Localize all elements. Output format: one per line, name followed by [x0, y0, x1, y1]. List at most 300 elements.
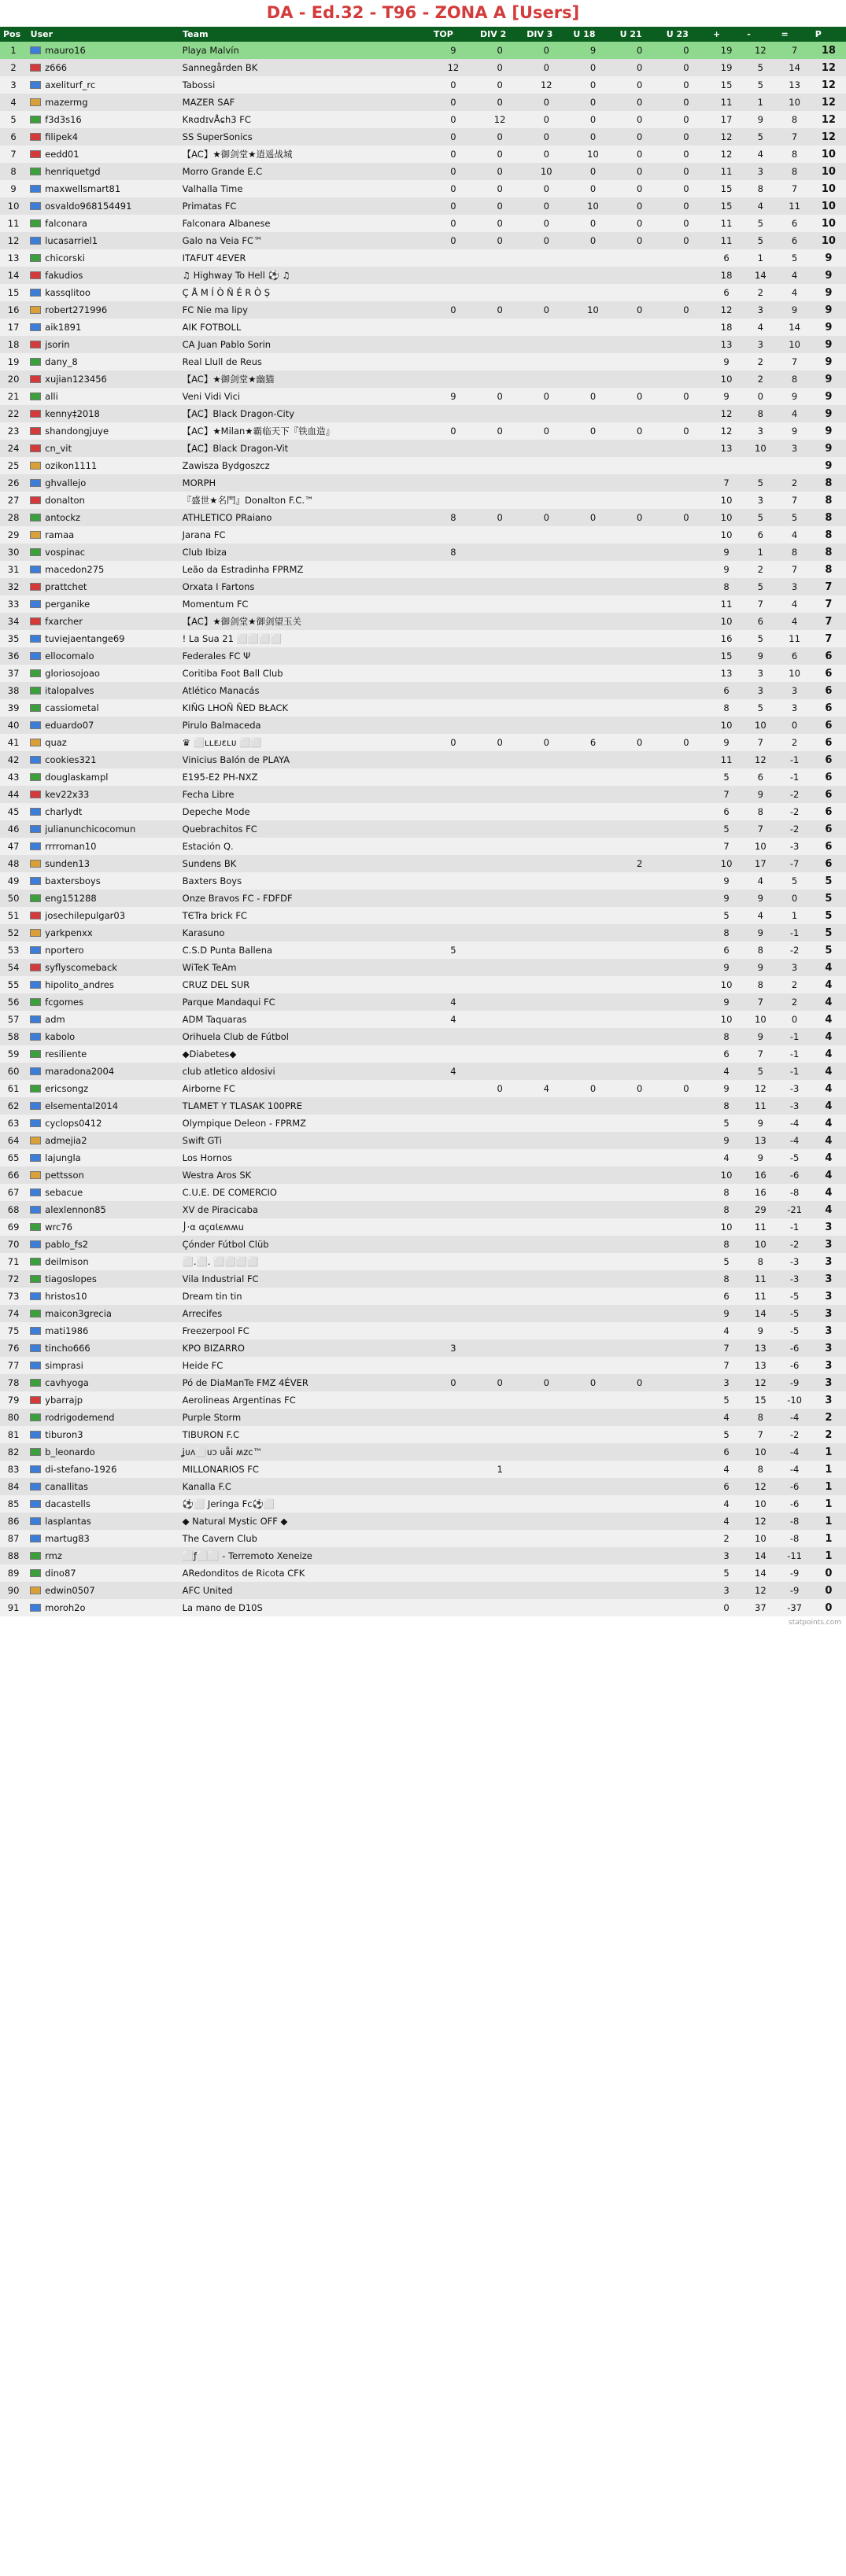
table-row[interactable] — [0, 942, 846, 959]
user-name-link[interactable]: rmz — [45, 1550, 62, 1561]
column-header-u18[interactable]: U 18 — [570, 27, 616, 42]
table-row[interactable] — [0, 1218, 846, 1236]
user-name-link[interactable]: hipolito_andres — [45, 979, 114, 990]
cell-team[interactable]: MILLONARIOS FC — [179, 1461, 430, 1478]
cell-team[interactable]: Onze Bravos FC - FDFDF — [179, 890, 430, 907]
cell-top — [430, 492, 476, 509]
column-header-p[interactable]: P — [811, 27, 845, 42]
cell-team[interactable]: Playa Malvín — [179, 42, 430, 59]
user-name-link[interactable]: cookies321 — [45, 754, 97, 765]
table-row[interactable] — [0, 561, 846, 578]
table-row[interactable] — [0, 1028, 846, 1045]
user-name-link[interactable]: elsemental2014 — [45, 1100, 119, 1111]
cell-team[interactable]: 『盛世★名門』Donalton F.C.™ — [179, 492, 430, 509]
user-name-link[interactable]: cassiometal — [45, 702, 99, 713]
table-row[interactable] — [0, 197, 846, 215]
cell-team[interactable]: MORPH — [179, 474, 430, 492]
cell-team[interactable]: Federales FC Ψ — [179, 647, 430, 665]
table-row[interactable] — [0, 682, 846, 699]
table-row[interactable] — [0, 595, 846, 613]
country-flag-icon — [30, 998, 41, 1006]
table-row[interactable] — [0, 959, 846, 976]
user-name-link[interactable]: lucasarriel1 — [45, 235, 98, 246]
cell-team[interactable]: XV de Piracicaba — [179, 1201, 430, 1218]
cell-team[interactable]: ITAFUT 4EVER — [179, 249, 430, 267]
table-row[interactable] — [0, 180, 846, 197]
cell-team[interactable]: ARedonditos de Ricota CFK — [179, 1564, 430, 1582]
user-name-link[interactable]: lajungla — [45, 1152, 81, 1163]
user-name-link[interactable]: henriquetgd — [45, 166, 101, 177]
table-row[interactable] — [0, 1582, 846, 1599]
cell-team[interactable]: ♛ ⬜ʟʟᴇᴊɛʟᴜ ⬜⬜ — [179, 734, 430, 751]
cell-team[interactable]: Heide FC — [179, 1357, 430, 1374]
table-row[interactable] — [0, 1166, 846, 1184]
table-row[interactable] — [0, 1184, 846, 1201]
user-name-link[interactable]: sunden13 — [45, 858, 91, 869]
cell-team[interactable]: TЄTra brick FC — [179, 907, 430, 924]
column-header-team[interactable]: Team — [179, 27, 430, 42]
user-name-link[interactable]: tiburon3 — [45, 1429, 83, 1440]
user-name-link[interactable]: baxtersboys — [45, 875, 101, 886]
user-name-link[interactable]: robert271996 — [45, 304, 108, 315]
cell-team[interactable]: Orxata I Fartons — [179, 578, 430, 595]
user-name-link[interactable]: jsorin — [45, 339, 70, 350]
user-name-link[interactable]: dino87 — [45, 1568, 76, 1579]
user-name-link[interactable]: cavhyoga — [45, 1377, 89, 1388]
user-name-link[interactable]: douglaskampl — [45, 772, 109, 783]
table-row[interactable] — [0, 544, 846, 561]
user-name-link[interactable]: dany_8 — [45, 356, 78, 367]
user-name-link[interactable]: charlydt — [45, 806, 83, 817]
table-row[interactable] — [0, 578, 846, 595]
column-header-minus[interactable]: - — [744, 27, 778, 42]
table-row[interactable] — [0, 872, 846, 890]
table-row[interactable] — [0, 1357, 846, 1374]
user-name-link[interactable]: syflyscomeback — [45, 962, 117, 973]
table-row[interactable] — [0, 613, 846, 630]
cell-team[interactable]: Los Hornos — [179, 1149, 430, 1166]
cell-team[interactable]: La mano de D10S — [179, 1599, 430, 1616]
table-row[interactable] — [0, 284, 846, 301]
user-name-link[interactable]: ghvallejo — [45, 477, 87, 488]
cell-team[interactable]: 【AC】★御剑堂★御剑望玉关 — [179, 613, 430, 630]
cell-team[interactable]: Ç Å M Í Ò Ñ É R Ò Ș — [179, 284, 430, 301]
table-row[interactable] — [0, 717, 846, 734]
table-row[interactable] — [0, 319, 846, 336]
table-row[interactable] — [0, 76, 846, 94]
user-name-link[interactable]: adm — [45, 1014, 65, 1025]
user-name-link[interactable]: simprasi — [45, 1360, 83, 1371]
user-name-link[interactable]: eduardo07 — [45, 720, 94, 731]
cell-u21: 0 — [616, 509, 663, 526]
user-name-link[interactable]: kev22x33 — [45, 789, 90, 800]
cell-team[interactable]: ⬜.⬜. ⬜⬜⬜⬜ — [179, 1253, 430, 1270]
table-row[interactable] — [0, 94, 846, 111]
table-row[interactable] — [0, 976, 846, 993]
table-row[interactable] — [0, 353, 846, 370]
column-header-u21[interactable]: U 21 — [616, 27, 663, 42]
table-row[interactable] — [0, 267, 846, 284]
table-row[interactable] — [0, 1530, 846, 1547]
cell-team[interactable]: ◆Diabetes◆ — [179, 1045, 430, 1063]
user-name-link[interactable]: maxwellsmart81 — [45, 183, 121, 194]
cell-div3: 4 — [523, 1080, 570, 1097]
user-name-link[interactable]: alli — [45, 391, 58, 402]
table-row[interactable] — [0, 422, 846, 440]
table-row[interactable] — [0, 1045, 846, 1063]
cell-team[interactable]: Purple Storm — [179, 1409, 430, 1426]
cell-plus: 9 — [709, 993, 743, 1011]
cell-team[interactable]: Parque Mandaqui FC — [179, 993, 430, 1011]
cell-team[interactable]: Momentum FC — [179, 595, 430, 613]
user-name-link[interactable]: aik1891 — [45, 322, 82, 333]
user-name-link[interactable]: maicon3grecia — [45, 1308, 112, 1319]
cell-team[interactable]: KʀɑdɪvÅɕh3 FC — [179, 111, 430, 128]
cell-team[interactable]: CA Juan Pablo Sorin — [179, 336, 430, 353]
user-name-link[interactable]: kenny‡2018 — [45, 408, 100, 419]
user-name-link[interactable]: mazermg — [45, 97, 88, 108]
cell-team[interactable]: Jarana FC — [179, 526, 430, 544]
table-row[interactable] — [0, 838, 846, 855]
cell-eq: -5 — [778, 1149, 811, 1166]
user-name-link[interactable]: edwin0507 — [45, 1585, 95, 1596]
user-name-link[interactable]: tiagoslopes — [45, 1273, 97, 1284]
cell-team[interactable]: Primatas FC — [179, 197, 430, 215]
cell-team[interactable]: WiTeK TeAm — [179, 959, 430, 976]
cell-u18 — [570, 1253, 616, 1270]
table-row[interactable] — [0, 1409, 846, 1426]
user-name-link[interactable]: pettsson — [45, 1170, 84, 1181]
column-header-eq[interactable]: = — [778, 27, 811, 42]
cell-team[interactable]: club atletico aldosivi — [179, 1063, 430, 1080]
user-name-link[interactable]: cn_vit — [45, 443, 72, 454]
cell-team[interactable]: Quebrachitos FC — [179, 820, 430, 838]
table-row[interactable] — [0, 1495, 846, 1513]
user-name-link[interactable]: chicorski — [45, 252, 85, 263]
cell-team[interactable]: C.U.E. DE COMERCIO — [179, 1184, 430, 1201]
table-row[interactable] — [0, 993, 846, 1011]
user-name-link[interactable]: osvaldo968154491 — [45, 201, 132, 212]
cell-team[interactable]: ʝᴜʌ⬜ᴜɔ ᴜǟi ʍᴢᴄ™ — [179, 1443, 430, 1461]
user-name-link[interactable]: tincho666 — [45, 1343, 91, 1354]
table-row[interactable] — [0, 163, 846, 180]
table-row[interactable] — [0, 526, 846, 544]
table-row[interactable] — [0, 1322, 846, 1340]
table-row[interactable] — [0, 1288, 846, 1305]
cell-team[interactable]: Westra Aros SK — [179, 1166, 430, 1184]
cell-team[interactable]: C.S.D Punta Ballena — [179, 942, 430, 959]
cell-team[interactable]: Atlético Manacás — [179, 682, 430, 699]
cell-team[interactable]: Aerolineas Argentinas FC — [179, 1391, 430, 1409]
cell-team[interactable]: Veni Vidi Vici — [179, 388, 430, 405]
cell-user — [27, 924, 179, 942]
table-row[interactable] — [0, 1097, 846, 1115]
table-row[interactable] — [0, 457, 846, 474]
cell-team[interactable]: ADM Taquaras — [179, 1011, 430, 1028]
user-name-link[interactable]: italopalves — [45, 685, 94, 696]
user-name-link[interactable]: rodrigodemend — [45, 1412, 115, 1423]
user-name-link[interactable]: quaz — [45, 737, 67, 748]
user-name-link[interactable]: perganike — [45, 599, 91, 610]
table-row[interactable] — [0, 1305, 846, 1322]
cell-team[interactable]: Baxters Boys — [179, 872, 430, 890]
cell-team[interactable]: CRUZ DEL SUR — [179, 976, 430, 993]
user-name-link[interactable]: ramaa — [45, 529, 75, 540]
user-name-link[interactable]: fakudios — [45, 270, 83, 281]
table-row[interactable] — [0, 1547, 846, 1564]
cell-team[interactable]: Real Llull de Reus — [179, 353, 430, 370]
table-row[interactable] — [0, 1478, 846, 1495]
user-name-link[interactable]: gloriosojoao — [45, 668, 100, 679]
user-name-link[interactable]: canallitas — [45, 1481, 88, 1492]
cell-team[interactable]: ⌡·α ɑçɑƖєʍʍu — [179, 1218, 430, 1236]
cell-team[interactable]: Coritiba Foot Ball Club — [179, 665, 430, 682]
table-row[interactable] — [0, 751, 846, 768]
table-row[interactable] — [0, 1080, 846, 1097]
cell-team[interactable]: Vila Industrial FC — [179, 1270, 430, 1288]
cell-team[interactable]: Çónder Fútbol Clüb — [179, 1236, 430, 1253]
user-name-link[interactable]: ellocomalo — [45, 650, 94, 662]
cell-div3 — [523, 976, 570, 993]
cell-team[interactable]: Leão da Estradinha FPRMZ — [179, 561, 430, 578]
table-row[interactable] — [0, 1115, 846, 1132]
table-row[interactable] — [0, 1564, 846, 1582]
table-row[interactable] — [0, 1201, 846, 1218]
cell-team[interactable]: Fecha Libre — [179, 786, 430, 803]
table-row[interactable] — [0, 249, 846, 267]
table-row[interactable] — [0, 1270, 846, 1288]
user-name-link[interactable]: macedon275 — [45, 564, 105, 575]
cell-team[interactable]: SS SuperSonics — [179, 128, 430, 146]
user-name-link[interactable]: ozikon1111 — [45, 460, 98, 471]
table-row[interactable] — [0, 405, 846, 422]
table-row[interactable] — [0, 699, 846, 717]
column-header-u23[interactable]: U 23 — [663, 27, 709, 42]
cell-team[interactable]: Karasuno — [179, 924, 430, 942]
cell-team[interactable]: The Cavern Club — [179, 1530, 430, 1547]
cell-team[interactable]: E195-E2 PH-NXZ — [179, 768, 430, 786]
user-name-link[interactable]: sebacue — [45, 1187, 83, 1198]
table-row[interactable] — [0, 1426, 846, 1443]
cell-team[interactable]: Freezerpool FC — [179, 1322, 430, 1340]
user-name-link[interactable]: fcgomes — [45, 997, 84, 1008]
user-name-link[interactable]: z666 — [45, 62, 68, 73]
cell-team[interactable]: 【AC】Black Dragon-City — [179, 405, 430, 422]
user-name-link[interactable]: moroh2o — [45, 1602, 86, 1613]
user-name-link[interactable]: fxarcher — [45, 616, 83, 627]
table-row[interactable] — [0, 786, 846, 803]
table-row[interactable] — [0, 1063, 846, 1080]
cell-team[interactable]: ◆ Natural Mystic OFF ◆ — [179, 1513, 430, 1530]
cell-minus: 2 — [744, 353, 778, 370]
table-row[interactable] — [0, 42, 846, 59]
cell-team[interactable]: 【AC】★Milan★霸临天下『铁血造』 — [179, 422, 430, 440]
cell-team[interactable]: Pirulo Balmaceda — [179, 717, 430, 734]
table-row[interactable] — [0, 388, 846, 405]
table-row[interactable] — [0, 768, 846, 786]
user-name-link[interactable]: lasplantas — [45, 1516, 91, 1527]
user-name-link[interactable]: pablo_fs2 — [45, 1239, 89, 1250]
cell-team[interactable]: Pó de DiaManTe FMZ 4ÉVER — [179, 1374, 430, 1391]
user-name-link[interactable]: eedd01 — [45, 149, 79, 160]
table-row[interactable] — [0, 734, 846, 751]
table-row[interactable] — [0, 301, 846, 319]
user-name-link[interactable]: filipek4 — [45, 131, 79, 142]
cell-team[interactable]: Dream tin tin — [179, 1288, 430, 1305]
user-name-link[interactable]: xujian123456 — [45, 374, 107, 385]
cell-team[interactable]: TIBURON F.C — [179, 1426, 430, 1443]
table-row[interactable] — [0, 146, 846, 163]
user-name-link[interactable]: resiliente — [45, 1048, 87, 1060]
cell-team[interactable]: Falconara Albanese — [179, 215, 430, 232]
column-header-top[interactable]: TOP — [430, 27, 476, 42]
table-row[interactable] — [0, 509, 846, 526]
cell-team[interactable]: AFC United — [179, 1582, 430, 1599]
user-name-link[interactable]: mauro16 — [45, 45, 86, 56]
cell-team[interactable]: Club Ibiza — [179, 544, 430, 561]
user-name-link[interactable]: admejia2 — [45, 1135, 87, 1146]
cell-team[interactable]: 【AC】Black Dragon-Vit — [179, 440, 430, 457]
user-name-link[interactable]: di-stefano-1926 — [45, 1464, 117, 1475]
cell-u23 — [663, 1201, 709, 1218]
user-name-link[interactable]: b_leonardo — [45, 1446, 95, 1458]
cell-team[interactable]: Galo na Veia FC™ — [179, 232, 430, 249]
table-row[interactable] — [0, 232, 846, 249]
cell-team[interactable]: ATHLETICO PRaiano — [179, 509, 430, 526]
table-row[interactable] — [0, 647, 846, 665]
cell-team[interactable]: KPO BIZARRO — [179, 1340, 430, 1357]
cell-team[interactable]: Olympique Deleon - FPRMZ — [179, 1115, 430, 1132]
user-name-link[interactable]: ybarrajp — [45, 1395, 83, 1406]
column-header-div3[interactable]: DIV 3 — [523, 27, 570, 42]
user-name-link[interactable]: vospinac — [45, 547, 86, 558]
user-name-link[interactable]: julianunchicocomun — [45, 824, 136, 835]
cell-team[interactable]: Tabossi — [179, 76, 430, 94]
user-name-link[interactable]: eng151288 — [45, 893, 97, 904]
user-name-link[interactable]: kassqlitoo — [45, 287, 91, 298]
cell-team[interactable]: 【AC】★御剑堂★幽猫 — [179, 370, 430, 388]
table-row[interactable] — [0, 1443, 846, 1461]
cell-team[interactable]: Valhalla Time — [179, 180, 430, 197]
table-row[interactable] — [0, 336, 846, 353]
table-row[interactable] — [0, 1374, 846, 1391]
user-name-link[interactable]: shandongjuye — [45, 426, 109, 437]
user-name-link[interactable]: axeliturf_rc — [45, 79, 96, 90]
cell-u21 — [616, 405, 663, 422]
cell-team[interactable]: Estación Q. — [179, 838, 430, 855]
table-row[interactable] — [0, 1391, 846, 1409]
cell-team[interactable]: Vinicius Balón de PLAYA — [179, 751, 430, 768]
user-name-link[interactable]: falconara — [45, 218, 87, 229]
table-row[interactable] — [0, 890, 846, 907]
column-header-user[interactable]: User — [27, 27, 179, 42]
cell-team[interactable]: Arrecifes — [179, 1305, 430, 1322]
user-name-link[interactable]: alexlennon85 — [45, 1204, 106, 1215]
table-row[interactable] — [0, 128, 846, 146]
cell-team[interactable]: ! La Sua 21 ⬜⬜⬜⬜ — [179, 630, 430, 647]
cell-points: 9 — [811, 422, 845, 440]
user-name-link[interactable]: mati1986 — [45, 1325, 89, 1336]
cell-div3 — [523, 267, 570, 284]
table-row[interactable] — [0, 1149, 846, 1166]
cell-team[interactable]: Airborne FC — [179, 1080, 430, 1097]
table-row[interactable] — [0, 111, 846, 128]
table-row[interactable] — [0, 1253, 846, 1270]
user-name-link[interactable]: josechilepulgar03 — [45, 910, 126, 921]
user-name-link[interactable]: wrc76 — [45, 1222, 72, 1233]
table-row[interactable] — [0, 630, 846, 647]
cell-team[interactable]: MAZER SAF — [179, 94, 430, 111]
cell-team[interactable]: AIK FOTBOLL — [179, 319, 430, 336]
user-name-link[interactable]: tuviejaentange69 — [45, 633, 125, 644]
column-header-div2[interactable]: DIV 2 — [477, 27, 523, 42]
table-row[interactable] — [0, 1236, 846, 1253]
cell-team[interactable]: Orihuela Club de Fútbol — [179, 1028, 430, 1045]
user-name-link[interactable]: maradona2004 — [45, 1066, 115, 1077]
user-name-link[interactable]: f3d3s16 — [45, 114, 82, 125]
user-name-link[interactable]: kabolo — [45, 1031, 76, 1042]
cell-team[interactable]: ♫ Highway To Hell ⚽ ♫ — [179, 267, 430, 284]
table-row[interactable] — [0, 665, 846, 682]
cell-team[interactable]: Morro Grande E.C — [179, 163, 430, 180]
user-name-link[interactable]: nportero — [45, 945, 84, 956]
table-row[interactable] — [0, 370, 846, 388]
table-row[interactable] — [0, 855, 846, 872]
table-row[interactable] — [0, 1461, 846, 1478]
table-row[interactable] — [0, 803, 846, 820]
table-row[interactable] — [0, 474, 846, 492]
user-name-link[interactable]: cyclops0412 — [45, 1118, 102, 1129]
cell-team[interactable]: Swift GTi — [179, 1132, 430, 1149]
table-row[interactable] — [0, 492, 846, 509]
user-name-link[interactable]: yarkpenxx — [45, 927, 93, 938]
table-row[interactable] — [0, 59, 846, 76]
user-name-link[interactable]: prattchet — [45, 581, 87, 592]
table-row[interactable] — [0, 1132, 846, 1149]
table-row[interactable] — [0, 924, 846, 942]
user-name-link[interactable]: hristos10 — [45, 1291, 87, 1302]
user-name-link[interactable]: martug83 — [45, 1533, 90, 1544]
table-row[interactable] — [0, 440, 846, 457]
cell-team[interactable]: TLAMET Y TLASAK 100PRE — [179, 1097, 430, 1115]
cell-team[interactable]: Zawisza Bydgoszcz — [179, 457, 430, 474]
user-name-link[interactable]: dacastells — [45, 1498, 91, 1509]
user-name-link[interactable]: antockz — [45, 512, 81, 523]
user-name-link[interactable]: rrrroman10 — [45, 841, 97, 852]
table-row[interactable] — [0, 1599, 846, 1616]
table-row[interactable] — [0, 820, 846, 838]
cell-team[interactable]: Depeche Mode — [179, 803, 430, 820]
cell-team[interactable]: ⬜ƒ⬜⬜ - Terremoto Xeneize — [179, 1547, 430, 1564]
table-row[interactable] — [0, 907, 846, 924]
cell-team[interactable]: KIÑG LHOÑ ÑED BŁACK — [179, 699, 430, 717]
cell-team[interactable]: Sannegården BK — [179, 59, 430, 76]
user-name-link[interactable]: deilmison — [45, 1256, 89, 1267]
table-row[interactable] — [0, 1340, 846, 1357]
column-header-pos[interactable]: Pos — [0, 27, 27, 42]
cell-team[interactable]: 【AC】★御剑堂★逍遥战城 — [179, 146, 430, 163]
table-row[interactable] — [0, 1513, 846, 1530]
user-name-link[interactable]: donalton — [45, 495, 85, 506]
column-header-plus[interactable]: + — [709, 27, 743, 42]
user-name-link[interactable]: ericsongz — [45, 1083, 89, 1094]
table-row[interactable] — [0, 1011, 846, 1028]
cell-team[interactable]: FC Nie ma lipy — [179, 301, 430, 319]
cell-team[interactable]: ⚽⬜ Jeringa Fc⚽⬜ — [179, 1495, 430, 1513]
table-row[interactable] — [0, 215, 846, 232]
cell-team[interactable]: Kanalla F.C — [179, 1478, 430, 1495]
cell-team[interactable]: Sundens BK — [179, 855, 430, 872]
